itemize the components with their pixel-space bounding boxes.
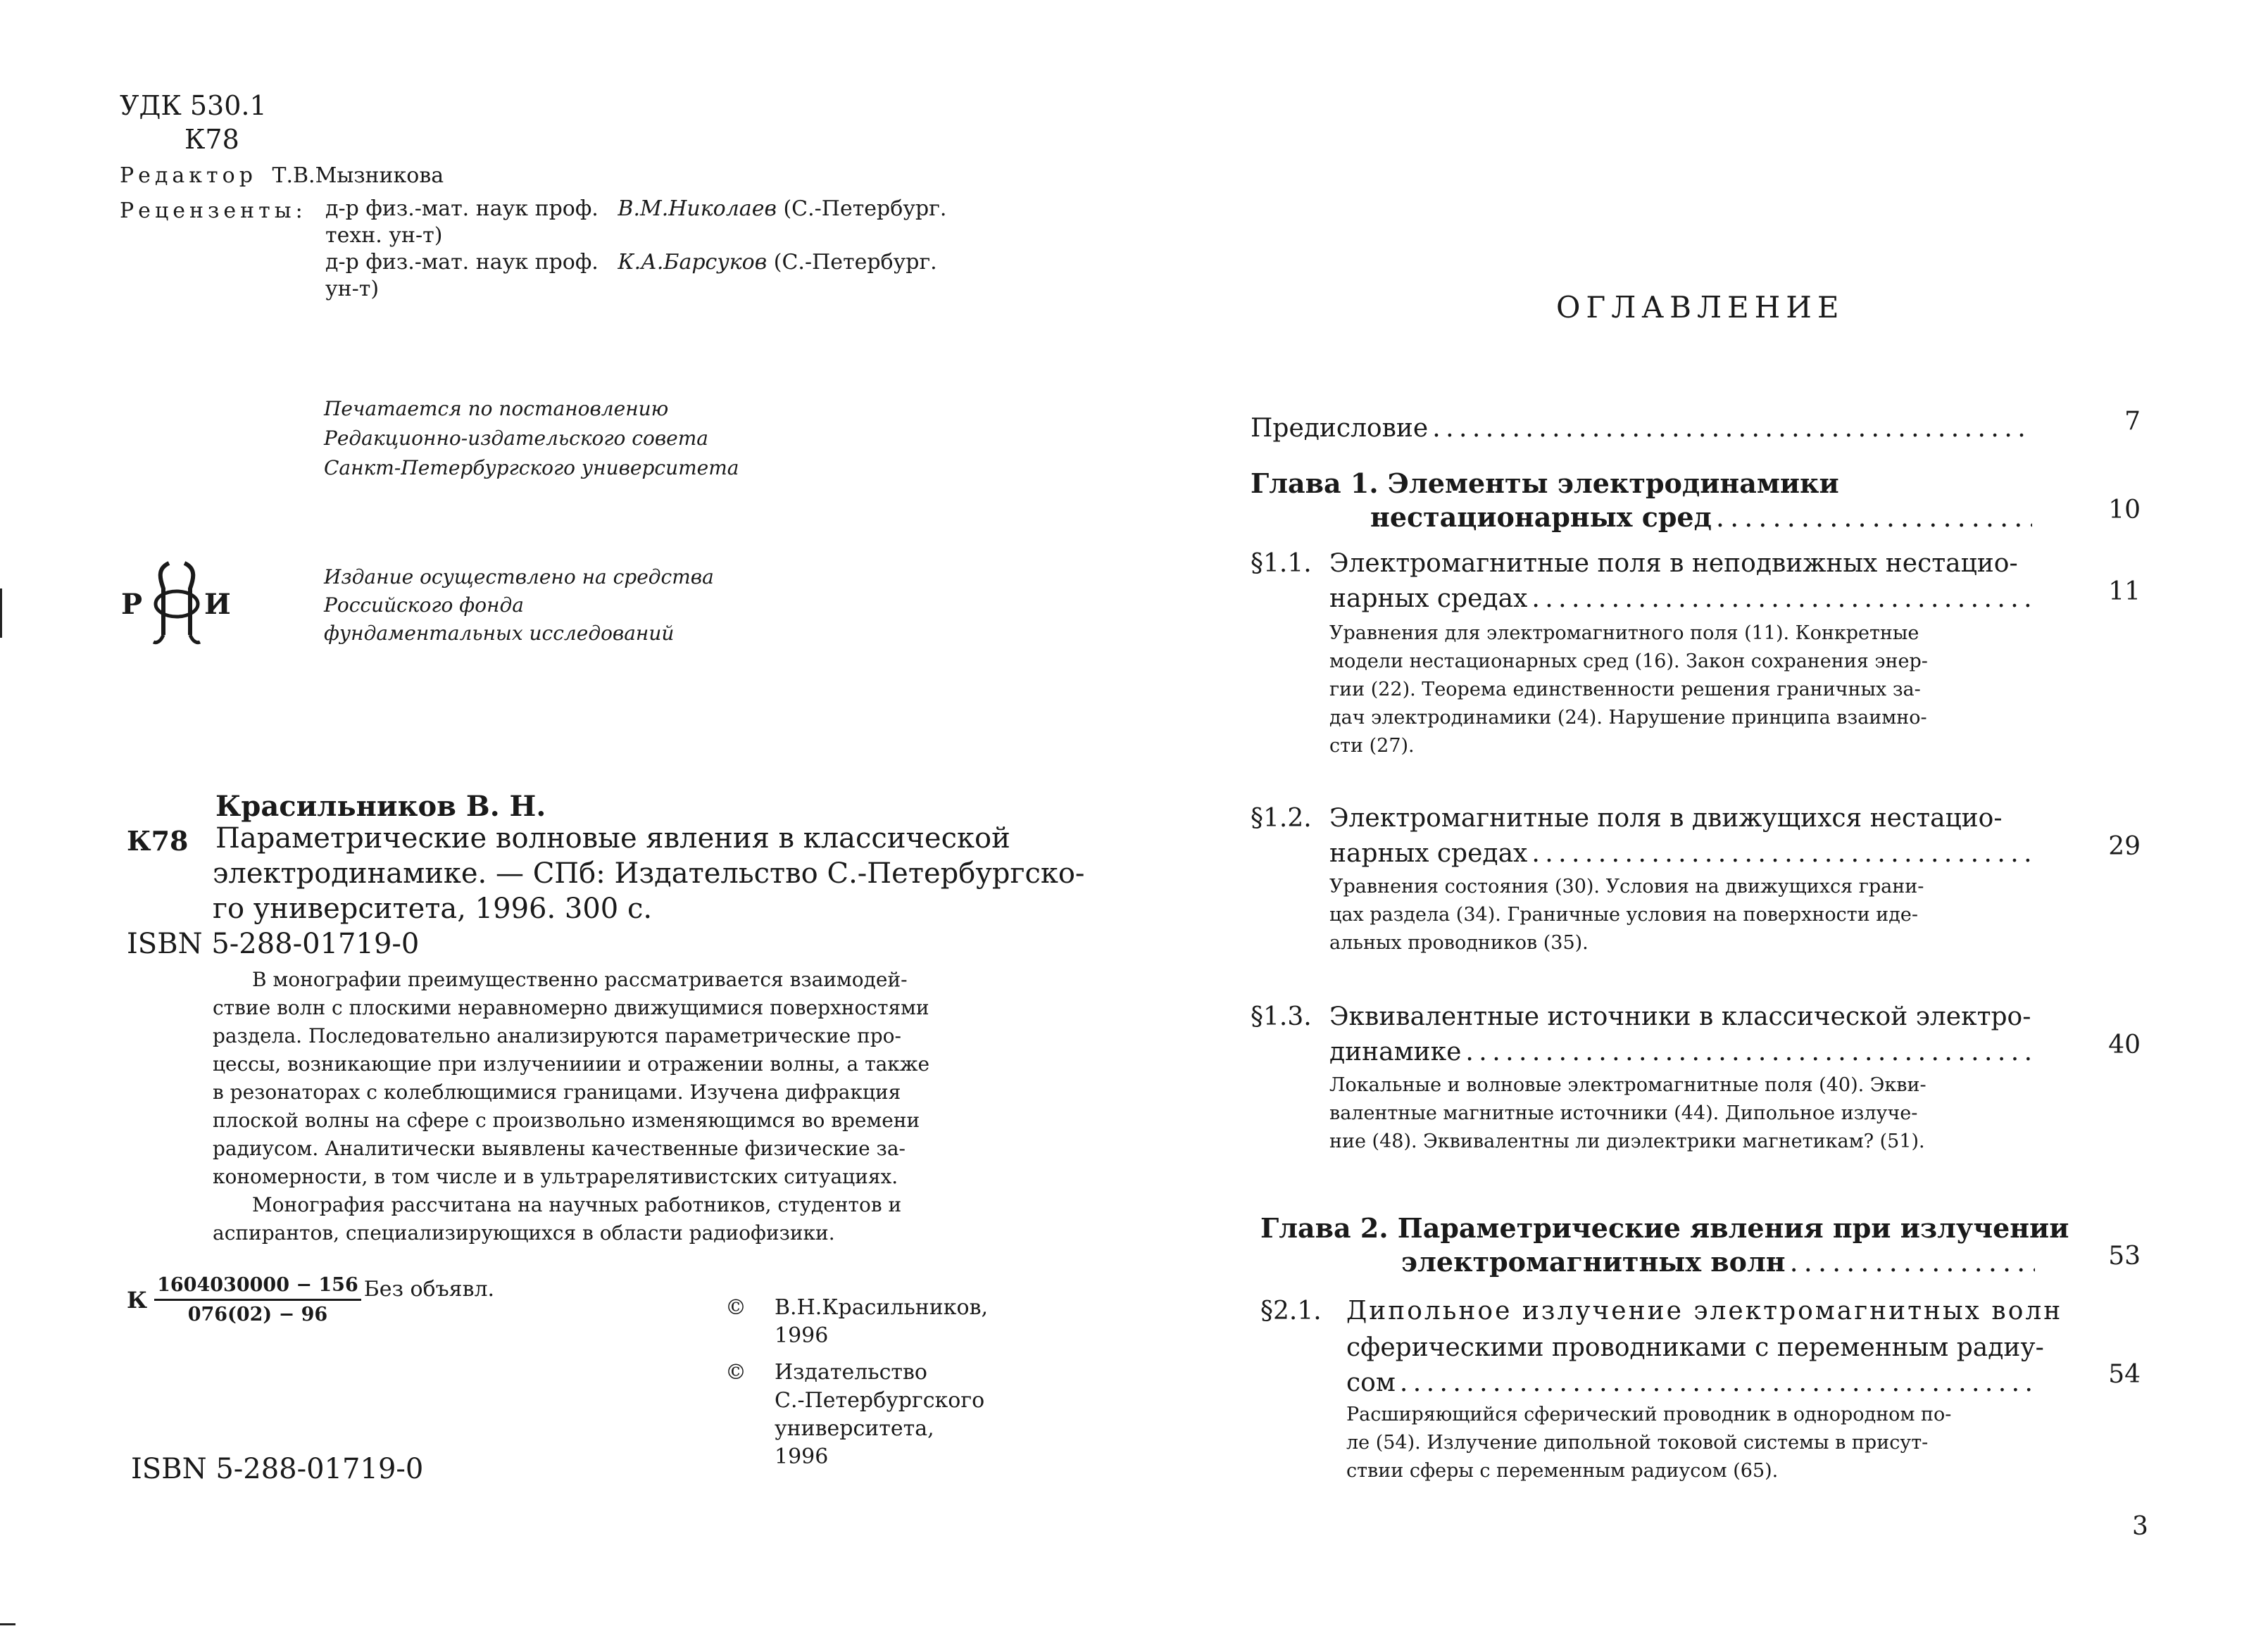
abstract-line: в резонаторах с колеблющимися границами. Изучена дифракция (213, 1081, 901, 1104)
toc-entry-title: Предисловие (1251, 414, 1429, 443)
toc-entry-title: нарных средах (1329, 839, 1528, 868)
bib-line: электродинамике. — СПб: Издательство С.-Петербургско- (213, 857, 1085, 890)
toc-section-1-2[interactable] (1329, 839, 2032, 868)
bib-line: го университета, 1996. 300 с. (213, 893, 653, 925)
toc-section-title[interactable]: Дипольное излучение электромагнитных волн (1346, 1297, 2063, 1325)
desc-line: гии (22). Теорема единственности решения граничных за- (1329, 679, 1921, 700)
bib-code: К78 (127, 825, 189, 857)
toc-entry-title: нестационарных сред (1370, 501, 1712, 533)
funding-note-line: Российского фонда (324, 593, 524, 617)
copyright-line: университета, (775, 1416, 934, 1441)
index-numerator: 1604030000 − 156 (154, 1274, 361, 1301)
toc-page-number: 11 (2108, 577, 2141, 606)
toc-leader-dots (1465, 1038, 2032, 1066)
abstract-line: раздела. Последовательно анализируются параметрические про- (213, 1024, 902, 1047)
toc-section-number: §1.2. (1251, 804, 1312, 833)
reviewer-1-affil: (С.-Петербург. (783, 196, 947, 221)
reviewer-2-degree: д-р физ.-мат. наук проф. (325, 250, 599, 275)
abstract-line: В монографии преимущественно рассматривается взаимодей- (252, 968, 908, 991)
toc-page-number: 54 (2108, 1360, 2141, 1389)
reviewer-1-degree: д-р физ.-мат. наук проф. (325, 196, 599, 221)
toc-page-number: 40 (2108, 1031, 2141, 1059)
toc-section-description (1329, 619, 1928, 760)
funding-note (324, 563, 714, 648)
editor-label: Редактор (120, 163, 257, 188)
index-letter: К (127, 1286, 148, 1314)
toc-entry-title: нарных средах (1329, 584, 1528, 613)
reviewer-2-affil: (С.-Петербург. (773, 250, 937, 275)
index-fraction (154, 1274, 361, 1325)
desc-line: Уравнения для электромагнитного поля (11). Конкретные (1329, 622, 1919, 644)
bib-description (215, 821, 1010, 856)
desc-line: модели нестационарных сред (16). Закон сохранения энер- (1329, 650, 1928, 672)
toc-entry-preface[interactable] (1251, 414, 2032, 443)
svg-text:И: И (204, 588, 231, 621)
abstract-line: радиусом. Аналитически выявлены качественные физические за- (213, 1137, 906, 1160)
bib-line: Параметрические волновые явления в классической (215, 822, 1010, 855)
abstract-line: цессы, возникающие при излученииии и отражении волны, а также (213, 1052, 930, 1076)
desc-line: Локальные и волновые электромагнитные поля (40). Экви- (1329, 1074, 1926, 1096)
toc-page-number: 53 (2108, 1242, 2141, 1271)
toc-section-description (1346, 1401, 1951, 1485)
bib-description-cont (213, 856, 1084, 926)
toc-section-description (1329, 873, 1924, 957)
udk-code: УДК 530.1 (120, 90, 267, 121)
reviewer-2-affil-2: ун-т) (325, 277, 380, 301)
toc-section-title[interactable]: сферическими проводниками с переменным радиу- (1346, 1333, 2044, 1362)
desc-line: дач электродинамики (24). Нарушение принципа взаимно- (1329, 707, 1927, 729)
toc-page-number: 7 (2124, 407, 2141, 436)
print-note (324, 394, 739, 483)
desc-line: Расширяющийся сферический проводник в однородном по- (1346, 1404, 1952, 1425)
copyright-2 (725, 1359, 984, 1471)
reviewer-2-name: К.А.Барсуков (618, 250, 768, 275)
toc-leader-dots (1432, 414, 2032, 443)
toc-leader-dots (1716, 502, 2032, 533)
toc-leader-dots (1531, 839, 2032, 868)
copyright-line: 1996 (775, 1323, 829, 1348)
print-note-line: Редакционно-издательского совета (324, 427, 708, 450)
no-ad-note: Без объявл. (363, 1277, 495, 1302)
editor-name: Т.В.Мызникова (272, 163, 444, 188)
desc-line: сти (27). (1329, 735, 1415, 757)
copyright-line: 1996 (775, 1444, 829, 1469)
abstract-line: ствие волн с плоскими неравномерно движущимися поверхностями (213, 996, 929, 1019)
copyright-icon: © (725, 1295, 746, 1320)
toc-page-number: 29 (2108, 832, 2141, 861)
reviewers-block (325, 196, 946, 303)
abstract-line: кономерности, в том числе и в ультрарелятивистских ситуациях. (213, 1165, 898, 1188)
toc-chapter-1-title[interactable]: Глава 1. Элементы электродинамики (1251, 467, 1839, 499)
print-note-line: Печатается по постановлению (324, 397, 669, 420)
desc-line: цах раздела (34). Граничные условия на поверхности иде- (1329, 904, 1918, 926)
editor-line (120, 163, 444, 188)
index-denominator: 076(02) − 96 (187, 1304, 328, 1325)
bbk-code: К78 (184, 124, 239, 155)
toc-section-title[interactable]: Электромагнитные поля в неподвижных нестацио- (1329, 549, 2018, 578)
copyright-1 (725, 1294, 988, 1350)
toc-section-1-1[interactable] (1329, 584, 2032, 613)
print-note-line: Санкт-Петербургского университета (324, 456, 739, 479)
toc-leader-dots (1790, 1247, 2035, 1278)
desc-line: ле (54). Излучение дипольной токовой системы в присут- (1346, 1432, 1929, 1454)
rffi-logo (120, 556, 246, 648)
toc-title: ОГЛАВЛЕНИЕ (1556, 290, 1845, 325)
reviewers-label: Рецензенты: (120, 199, 307, 223)
reviewer-1 (325, 196, 946, 222)
desc-line: валентные магнитные источники (44). Дипольное излуче- (1329, 1102, 1918, 1124)
audience-line: аспирантов, специализирующихся в области радиофизики. (213, 1221, 835, 1245)
toc-section-title[interactable]: Электромагнитные поля в движущихся нестацио- (1329, 804, 2003, 833)
toc-section-number: §1.1. (1251, 549, 1312, 578)
abstract-line: плоской волны на сфере с произвольно изменяющимся во времени (213, 1109, 920, 1132)
book-author: Красильников В. Н. (215, 790, 546, 823)
funding-note-line: фундаментальных исследований (324, 622, 675, 645)
toc-leader-dots (1531, 584, 2032, 613)
desc-line: альных проводников (35). (1329, 932, 1589, 954)
reviewer-1-name: В.М.Николаев (618, 196, 777, 221)
desc-line: ние (48). Эквивалентны ли диэлектрики магнетикам? (51). (1329, 1131, 1925, 1152)
abstract (213, 966, 1029, 1247)
toc-entry-title: динамике (1329, 1038, 1462, 1066)
toc-section-number: §2.1. (1260, 1297, 1322, 1325)
toc-section-number: §1.3. (1251, 1002, 1312, 1031)
isbn-top: ISBN 5-288-01719-0 (127, 928, 420, 960)
reviewer-2 (325, 249, 946, 276)
copyright-line: С.-Петербургского (775, 1388, 985, 1413)
audience-line: Монография рассчитана на научных работников, студентов и (252, 1193, 902, 1216)
publisher-index (127, 1274, 494, 1325)
toc-page-number: 10 (2108, 496, 2141, 524)
page-edge-mark (0, 1623, 15, 1625)
toc-section-title[interactable]: Эквивалентные источники в классической электро- (1329, 1002, 2031, 1031)
copyright-icon: © (725, 1360, 746, 1385)
toc-chapter-2-title[interactable]: Глава 2. Параметрические явления при излучении (1260, 1212, 2069, 1244)
isbn-bottom: ISBN 5-288-01719-0 (131, 1453, 424, 1485)
toc-section-description (1329, 1071, 1926, 1156)
page-edge-mark (0, 588, 2, 638)
toc-section-1-3[interactable] (1329, 1038, 2032, 1066)
reviewer-1-affil-2: техн. ун-т) (325, 223, 443, 248)
desc-line: Уравнения состояния (30). Условия на движущихся грани- (1329, 876, 1924, 898)
copyright-line: В.Н.Красильников, (775, 1295, 989, 1320)
svg-text:Р: Р (121, 588, 143, 621)
toc-section-2-1[interactable] (1346, 1368, 2036, 1397)
toc-chapter-1[interactable] (1370, 501, 2032, 533)
toc-chapter-2[interactable] (1401, 1246, 2035, 1278)
page-number: 3 (2132, 1512, 2148, 1541)
toc-leader-dots (1400, 1368, 2036, 1397)
desc-line: ствии сферы с переменным радиусом (65). (1346, 1460, 1779, 1482)
funding-note-line: Издание осуществлено на средства (324, 565, 714, 588)
copyright-line: Издательство (775, 1360, 927, 1385)
toc-entry-title: сом (1346, 1368, 1396, 1397)
toc-entry-title: электромагнитных волн (1401, 1246, 1786, 1278)
